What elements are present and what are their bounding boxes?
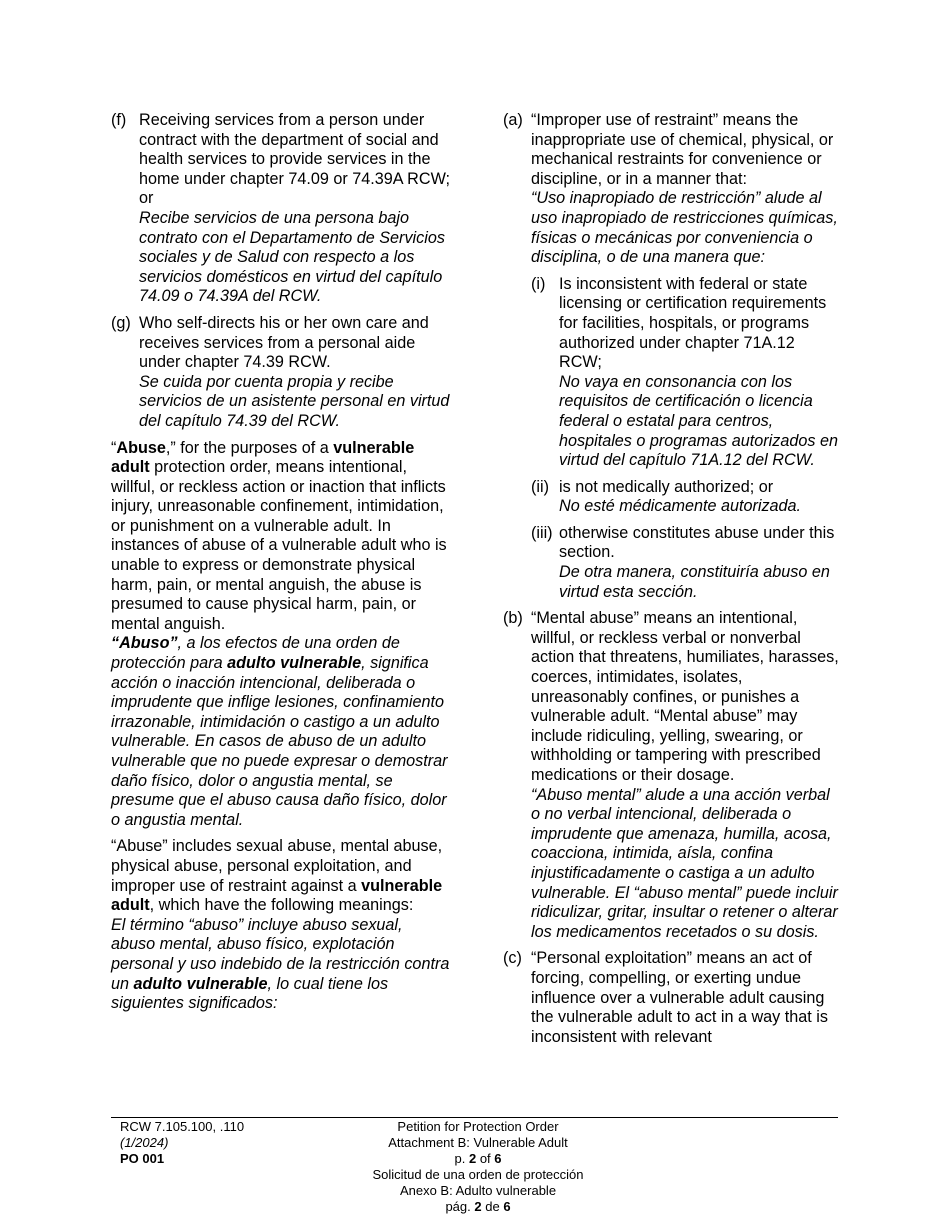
subitem-label: (i)	[531, 274, 546, 293]
item-g-spanish: Se cuida por cuenta propia y recibe servicios de un asistente personal en virtud del capítulo 74.39 del RCW.	[139, 372, 450, 430]
abuso-incluye-text: El término “abuso” incluye abuso sexual, abuso mental, abuso físico, explotación personal y uso indebido de la restricción contra un	[111, 915, 450, 993]
footer-rcw: RCW 7.105.100, .110	[120, 1119, 245, 1134]
item-label: (c)	[503, 949, 522, 968]
item-label: (a)	[503, 111, 523, 129]
form-number: PO 001	[120, 1151, 165, 1166]
item-g	[111, 314, 451, 432]
footer-page-en	[328, 1151, 628, 1167]
abuse-includes-end: , which have the following meanings:	[149, 896, 414, 915]
vulnerable-adult-term: vulnerable adult	[111, 876, 443, 915]
adulto-vulnerable-term: adulto vulnerable	[227, 654, 362, 673]
abuse-includes	[111, 837, 451, 1013]
vulnerable-adult-term: vulnerable adult	[111, 438, 415, 477]
subitem-iii-english: otherwise constitutes abuse under this section.	[559, 523, 835, 562]
footer-divider	[111, 1117, 838, 1118]
abuse-def-text: protection order, means intentional, willful, or reckless action or inaction that inflicts injury, unreasonable confinement, intimidation, or punishment on a vulnerable adult. In instances of abuse of a vulnerable adult who is unable to express or demonstrate physical harm, pain, or mental anguish, the abuse is presumed to cause physical harm, pain, or mental anguish.	[111, 458, 447, 633]
adulto-vulnerable-term: adulto vulnerable	[133, 974, 268, 993]
item-b	[503, 609, 841, 942]
footer-form-number	[120, 1151, 340, 1167]
item-f-english: Receiving services from a person under contract with the department of social and health services to provide services in the home under chapter 74.09 or 74.39A RCW; or	[139, 111, 451, 208]
footer-attachment-en: Attachment B: Vulnerable Adult	[388, 1135, 568, 1150]
abuse-term: Abuse	[116, 438, 166, 457]
item-c	[503, 949, 841, 1047]
subitem-i	[531, 275, 841, 471]
footer-page-es	[328, 1199, 628, 1215]
abuse-definition-spanish	[111, 634, 451, 830]
item-b-spanish: “Abuso mental” alude a una acción verbal o no verbal intencional, deliberada o imprudente que amenaza, humilla, acosa, coacciona, intimida, aísla, confina injustificadamente o castiga a un adulto vulnerable. El “abuso mental” puede incluir ridiculizar, gritar, insultar o retener o alterar los medicamentos recetados o su dosis.	[531, 785, 838, 941]
abuso-def-text: , significa acción o inacción intencional, deliberada o imprudente que inflige lesiones, confinamiento irrazonable, intimidación o castigo a un adulto vulnerable. En casos de abuso de un adulto vulnerable que no puede expresar o demostrar daño físico, dolor o angustia mental, se presume que el abuso causa daño físico, dolor o angustia mental.	[111, 654, 448, 829]
page-number: 2	[474, 1199, 482, 1214]
item-g-english: Who self-directs his or her own care and receives services from a personal aide under chapter 74.39 RCW.	[139, 313, 429, 372]
item-a-spanish: “Uso inapropiado de restricción” alude al uso inapropiado de restricciones químicas, físicas o mecánicas por conveniencia o disciplina, o de una manera que:	[531, 189, 838, 267]
item-f-spanish: Recibe servicios de una persona bajo contrato con el Departamento de Servicios sociales y de Salud con respecto a los servicios domésticos en virtud del capítulo 74.09 o 74.39A del RCW.	[139, 208, 445, 306]
item-label: (g)	[111, 313, 131, 332]
item-label: (f)	[111, 111, 127, 129]
footer-date: (1/2024)	[120, 1135, 169, 1150]
abuse-definition	[111, 439, 451, 831]
abuso-term: “Abuso”	[111, 634, 178, 653]
subitem-label: (ii)	[531, 477, 549, 496]
footer-title-es: Solicitud de una orden de protección	[372, 1167, 584, 1182]
right-column	[503, 111, 841, 1054]
item-a	[503, 111, 841, 268]
quote-mark: “	[111, 438, 117, 457]
subitem-i-spanish: No vaya en consonancia con los requisitos de certificación o licencia federal o estatal para centros, hospitales o programas autorizados en virtud del capítulo 71A.12 del RCW.	[559, 372, 838, 470]
subitem-iii-spanish: De otra manera, constituiría abuso en virtud esta sección.	[559, 563, 830, 601]
page-prefix: p.	[454, 1151, 466, 1166]
footer-attachment-es: Anexo B: Adulto vulnerable	[399, 1183, 557, 1198]
page-of: de	[485, 1199, 500, 1214]
subitem-iii	[531, 524, 841, 602]
abuse-def-connector: ,” for the purposes of a	[165, 438, 334, 457]
item-b-english: “Mental abuse” means an intentional, willful, or reckless verbal or nonverbal action that threatens, humiliates, harasses, coerces, intimidates, isolates, unreasonably confines, or punishes a vulnerable adult. “Mental abuse” may include ridiculing, yelling, swearing, or withholding or tampering with prescribed medications or their dosage.	[531, 609, 839, 784]
subitem-ii-english: is not medically authorized; or	[559, 477, 774, 496]
footer-title-block	[328, 1119, 628, 1215]
page-total: 6	[494, 1151, 502, 1166]
page-total: 6	[503, 1199, 511, 1214]
page-number: 2	[468, 1151, 477, 1166]
footer-title-en: Petition for Protection Order	[397, 1119, 559, 1134]
abuso-def-connector: , a los efectos de una orden de protección para	[111, 634, 400, 673]
page-of: of	[479, 1151, 491, 1166]
abuso-incluye-end: , lo cual tiene los siguientes significados:	[111, 974, 389, 1013]
item-a-subitems	[531, 275, 841, 603]
subitem-ii-spanish: No esté médicamente autorizada.	[559, 497, 802, 516]
page-prefix: pág.	[445, 1199, 471, 1214]
item-a-english: “Improper use of restraint” means the inappropriate use of chemical, physical, or mechanical restraints for convenience or discipline, or in a manner that:	[531, 111, 834, 188]
footer-form-info	[120, 1119, 340, 1167]
item-label: (b)	[503, 609, 523, 628]
subitem-ii	[531, 478, 841, 517]
subitem-i-english: Is inconsistent with federal or state licensing or certification requirements for facilities, hospitals, or programs authorized under chapter 71A.12 RCW;	[559, 274, 827, 372]
subitem-label: (iii)	[531, 523, 553, 542]
left-column	[111, 111, 451, 1021]
abuse-includes-spanish	[111, 916, 451, 1014]
item-f	[111, 111, 451, 307]
abuse-includes-text: “Abuse” includes sexual abuse, mental abuse, physical abuse, personal exploitation, and improper use of restraint against a	[111, 837, 443, 895]
item-c-english: “Personal exploitation” means an act of forcing, compelling, or exerting undue influence over a vulnerable adult causing the vulnerable adult to act in a way that is inconsistent with relevant	[531, 949, 828, 1046]
